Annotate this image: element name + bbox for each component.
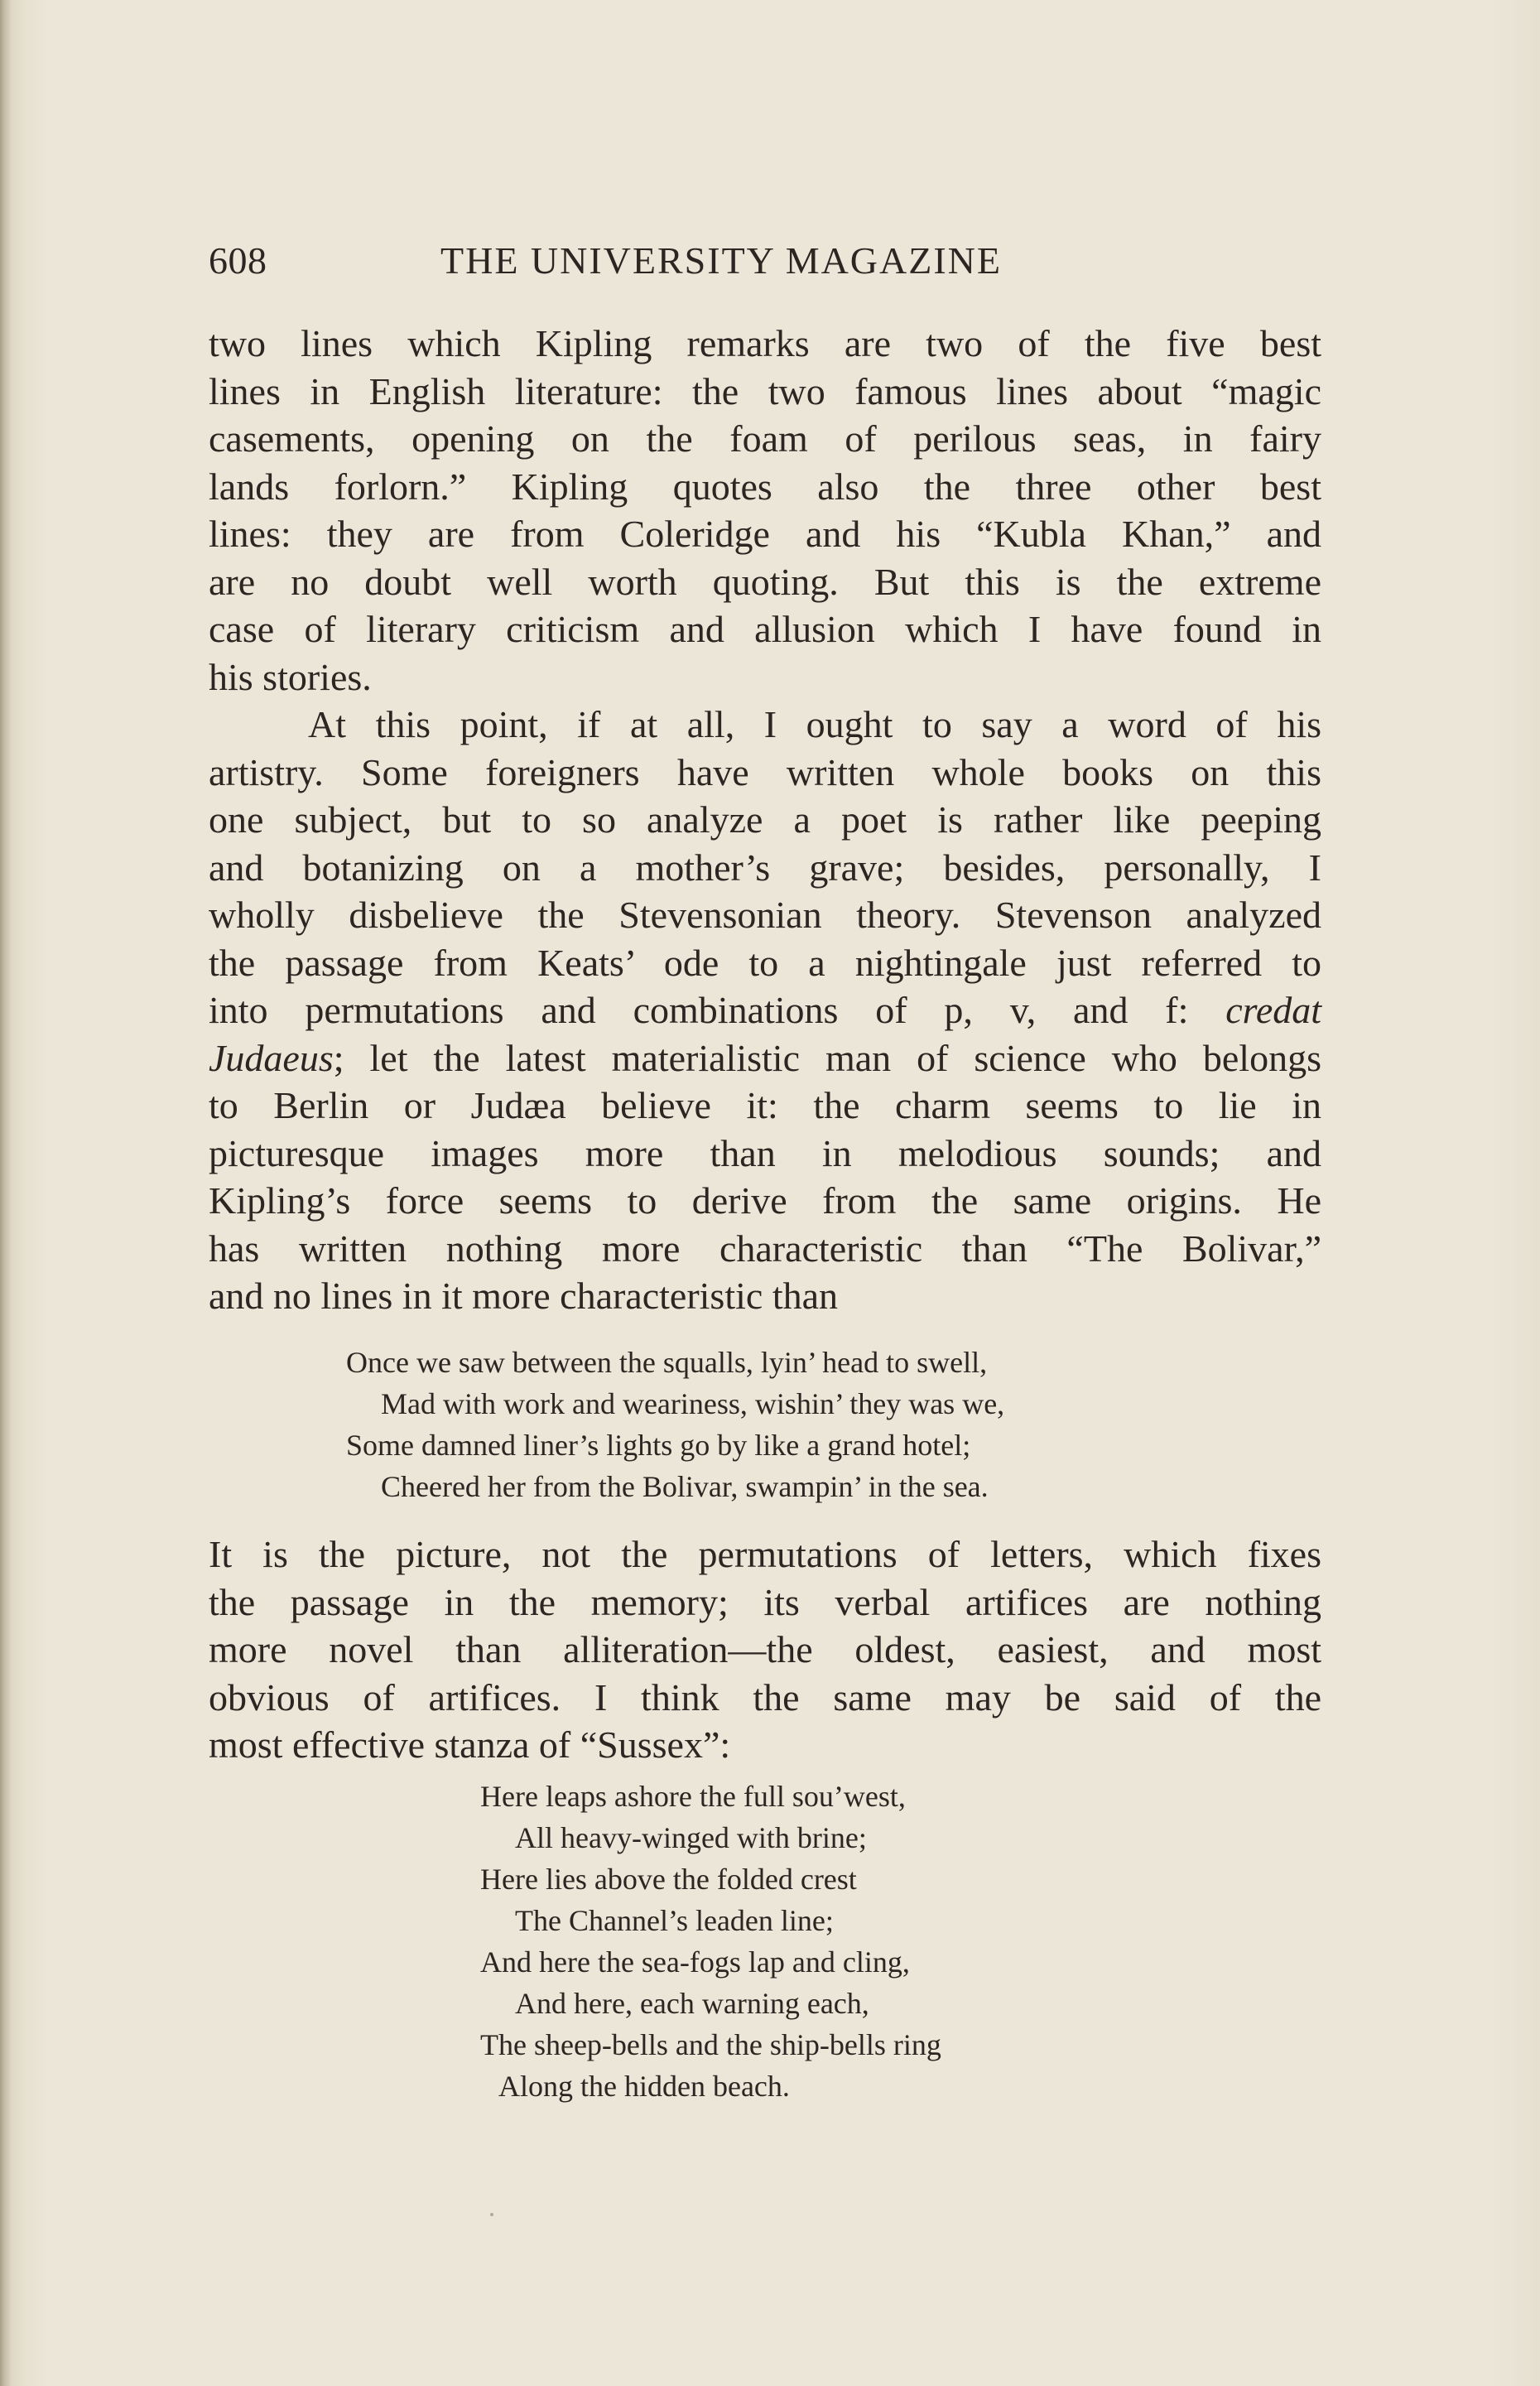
verse-line: Along the hidden beach. bbox=[498, 2070, 790, 2103]
sussex-verse bbox=[480, 1776, 941, 2107]
text-line: lands forlorn.” Kipling quotes also the three other best bbox=[209, 465, 1321, 508]
paragraph-1 bbox=[209, 320, 1321, 701]
text-line bbox=[209, 1034, 1321, 1082]
verse-line: Cheered her from the Bolivar, swampin’ in the sea. bbox=[381, 1470, 989, 1503]
italic-judaeus: Judaeus bbox=[209, 1036, 334, 1079]
verse-line: And here, each warning each, bbox=[515, 1987, 869, 2020]
verse-line: The sheep-bells and the ship-bells ring bbox=[480, 2028, 941, 2061]
paragraph-2 bbox=[209, 701, 1321, 1320]
text-line: Kipling’s force seems to derive from the same origins. He bbox=[209, 1179, 1321, 1222]
paper-speck bbox=[490, 2213, 493, 2216]
text-line: lines in English literature: the two famous lines about “magic bbox=[209, 369, 1321, 412]
page-number: 608 bbox=[209, 239, 267, 282]
italic-credat: credat bbox=[1225, 989, 1322, 1031]
text-line: lines: they are from Coleridge and his “Kubla Khan,” and bbox=[209, 513, 1321, 555]
text-line: his stories. bbox=[209, 655, 372, 698]
text-line: the passage in the memory; its verbal artifices are nothing bbox=[209, 1580, 1321, 1623]
verse-line: The Channel’s leaden line; bbox=[515, 1904, 834, 1937]
text-line: to Berlin or Judæa believe it: the charm seems to lie in bbox=[209, 1084, 1321, 1126]
text-line: obvious of artifices. I think the same may be said of the bbox=[209, 1675, 1321, 1718]
text-line: picturesque images more than in melodious sounds; and bbox=[209, 1131, 1321, 1174]
text-line: and no lines in it more characteristic than bbox=[209, 1275, 839, 1317]
text-line: more novel than alliteration—the oldest, easiest, and most bbox=[209, 1628, 1321, 1670]
text-line: casements, opening on the foam of perilous seas, in fairy bbox=[209, 417, 1321, 460]
verse-line: All heavy-winged with brine; bbox=[515, 1821, 867, 1854]
text-line: one subject, but to so analyze a poet is rather like peeping bbox=[209, 798, 1321, 841]
verse-line: Mad with work and weariness, wishin’ they was we, bbox=[381, 1387, 1005, 1420]
text-line: has written nothing more characteristic than “The Bolivar,” bbox=[209, 1227, 1321, 1270]
binding-edge bbox=[0, 0, 12, 2386]
text-line: the passage from Keats’ ode to a nightingale just referred to bbox=[209, 941, 1321, 984]
verse-line: And here the sea-fogs lap and cling, bbox=[480, 1945, 910, 1979]
text-line: wholly disbelieve the Stevensonian theory. Stevenson analyzed bbox=[209, 894, 1321, 936]
text-line: It is the picture, not the permutations of letters, which fixes bbox=[209, 1533, 1321, 1575]
text-segment: into permutations and combinations of p, v, and f: bbox=[209, 989, 1189, 1031]
text-line: most effective stanza of “Sussex”: bbox=[209, 1723, 731, 1766]
running-head bbox=[209, 239, 1090, 288]
text-line: and botanizing on a mother’s grave; besides, personally, I bbox=[209, 846, 1321, 889]
verse-line: Here lies above the folded crest bbox=[480, 1863, 857, 1896]
paragraph-3 bbox=[209, 1530, 1321, 1769]
text-line bbox=[209, 986, 1321, 1034]
bolivar-verse bbox=[346, 1342, 1004, 1507]
verse-line: Some damned liner’s lights go by like a grand hotel; bbox=[346, 1429, 971, 1462]
text-line: are no doubt well worth quoting. But this is the extreme bbox=[209, 560, 1321, 603]
main-text bbox=[209, 320, 1321, 1320]
text-line: At this point, if at all, I ought to say a word of his bbox=[308, 703, 1321, 745]
paragraph-3-block bbox=[209, 1530, 1321, 1769]
verse-line: Here leaps ashore the full sou’west, bbox=[480, 1780, 906, 1813]
text-line: two lines which Kipling remarks are two of the five best bbox=[209, 322, 1321, 364]
text-line: artistry. Some foreigners have written whole books on this bbox=[209, 750, 1321, 793]
text-line: case of literary criticism and allusion which I have found in bbox=[209, 608, 1321, 650]
verse-line: Once we saw between the squalls, lyin’ head to swell, bbox=[346, 1346, 988, 1379]
text-segment: ; let the latest materialistic man of science who belongs bbox=[333, 1036, 1321, 1079]
journal-title: THE UNIVERSITY MAGAZINE bbox=[440, 239, 1002, 282]
